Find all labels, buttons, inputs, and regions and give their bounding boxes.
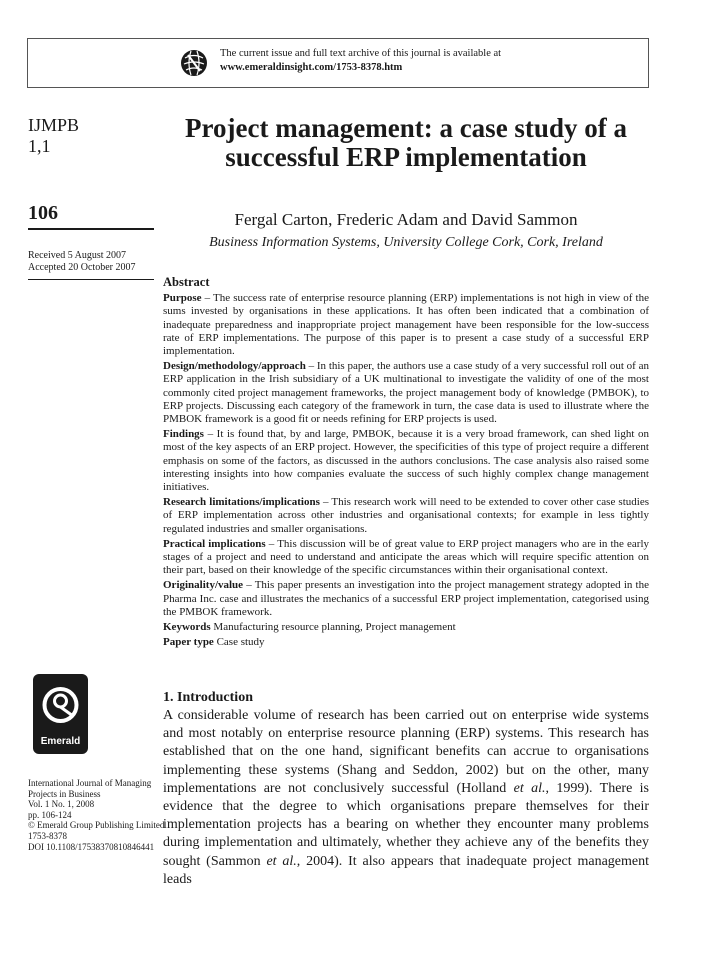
abstract-section xyxy=(163,292,649,358)
paper-type-text: Case study xyxy=(213,636,265,649)
abstract-heading: Abstract xyxy=(163,275,210,289)
abstract-section-text: – This research work will need to be extended to cover other case studies of ERP implementation across other industries and organisational contexts; for example in less tightly regulated industries and smaller organisations. xyxy=(163,496,649,535)
abstract-section xyxy=(163,496,649,536)
body-text: , 1999). There is evidence that the degree to which organisations prepare themselves for their implementation projects has a bearing on whether they encounter many problems during implementation and ultimately, whether they achieve any of the benefits they sought (Sammon xyxy=(163,780,649,869)
keywords-label: Keywords xyxy=(163,621,211,634)
keywords xyxy=(163,621,649,634)
author-affiliation: Business Information Systems, University College Cork, Cork, Ireland xyxy=(209,235,603,250)
paper-type-label: Paper type xyxy=(163,636,214,649)
emerald-logo-label: Emerald xyxy=(40,736,81,747)
abstract-section-label: Design/methodology/approach xyxy=(163,360,306,373)
globe-icon xyxy=(180,49,208,77)
abstract-section-label: Purpose xyxy=(163,292,202,305)
abstract-section xyxy=(163,538,649,578)
article-authors: Fergal Carton, Frederic Adam and David Sammon xyxy=(234,210,578,229)
introduction-body xyxy=(163,707,649,889)
abstract-section-label: Practical implications xyxy=(163,537,266,550)
accepted-date: Accepted 20 October 2007 xyxy=(28,262,136,273)
abstract-section xyxy=(163,428,649,494)
citation-line: Projects in Business xyxy=(28,788,101,799)
received-date: Received 5 August 2007 xyxy=(28,250,127,261)
abstract-section-text: – It is found that, by and large, PMBOK, because it is a very broad framework, can shed light on most of the key aspects of an ERP project. However, the specificities of this type of project require a different emphasis on some of the factors, as discussed in the authors conclusions. The case analysis also raised some interesting insights into how companies evaluate the success of such highly complex change management initiatives. xyxy=(163,428,649,494)
citation-line: 1753-8378 xyxy=(28,830,67,841)
citation-line: Vol. 1 No. 1, 2008 xyxy=(28,799,95,810)
page-number: 106 xyxy=(28,202,58,224)
journal-code: IJMPB xyxy=(28,115,80,135)
abstract-section xyxy=(163,579,649,619)
abstract xyxy=(163,276,649,651)
abstract-section-label: Research limitations/implications xyxy=(163,496,320,509)
citation-line: DOI 10.1108/17538370810846441 xyxy=(28,841,155,852)
citation-line: International Journal of Managing xyxy=(28,778,152,788)
section-heading: 1. Introduction xyxy=(163,690,253,705)
article-title: Project management: a case study of a successful ERP implementation xyxy=(185,113,627,172)
citation-info xyxy=(28,778,163,852)
abstract-section-text: – This paper presents an investigation into the project management strategy adopted in the Pharma Inc. case and illustrates the mechanics of a successful ERP project implementation, categorised using the PMBOK framework. xyxy=(163,579,649,618)
emerald-e-icon xyxy=(33,674,88,736)
journal-volume: 1,1 xyxy=(28,136,51,156)
body-text: A considerable volume of research has been carried out on enterprise wide systems and most notably on enterprise resource planning (ERP) systems. This research has established that on the one hand, significant benefits can accrue to organisations implementing these systems (Shang and Seddon, 2002) but on the other, many implementations are not conclusively successful (Holland xyxy=(163,708,649,796)
banner-text: The current issue and full text archive of this journal is available at xyxy=(220,48,502,59)
abstract-section-text: – In this paper, the authors use a case study of a very successful roll out of an ERP application in the Irish subsidiary of a UK multinational to investigate the validity of one of the most commonly cited project management frameworks, the project management body of knowledge (PMBOK), to ERP projects. Discussing each category of the framework in turn, the case data is used to illustrate where the PMBOK framework is a good fit or needs refining for ERP projects is used. xyxy=(163,360,649,426)
abstract-section-text: – This discussion will be of great value to ERP project managers who are in the early stages of a project and need to understand and anticipate the areas which will require specific attention on their part, based on their knowledge of the specific circumstances within their organisational context. xyxy=(163,537,650,577)
body-text-italic: et al. xyxy=(266,853,297,869)
banner-url[interactable]: www.emeraldinsight.com/1753-8378.htm xyxy=(220,62,403,73)
body-text: , 2004). It also appears that inadequate project management leads xyxy=(163,853,649,887)
abstract-section-label: Findings xyxy=(163,428,204,441)
abstract-section-text: – The success rate of enterprise resource planning (ERP) implementations is not high in view of the sums invested by organisations in these applications. It has often been indicated that a combination of inadequate preparedness and inappropriate project management have been responsible for the low-success rate of ERP implementations. The purpose of this paper is to present a case study of a successful ERP implementation. xyxy=(163,292,649,358)
paper-type xyxy=(163,636,649,649)
citation-line: pp. 106-124 xyxy=(28,809,72,820)
citation-line: © Emerald Group Publishing Limited xyxy=(28,820,165,831)
margin-divider xyxy=(28,279,154,280)
abstract-section-label: Originality/value xyxy=(163,579,244,592)
abstract-section xyxy=(163,360,649,426)
keywords-text: Manufacturing resource planning, Project management xyxy=(210,621,456,634)
body-text-italic: et al. xyxy=(513,780,546,796)
margin-divider xyxy=(28,228,154,230)
